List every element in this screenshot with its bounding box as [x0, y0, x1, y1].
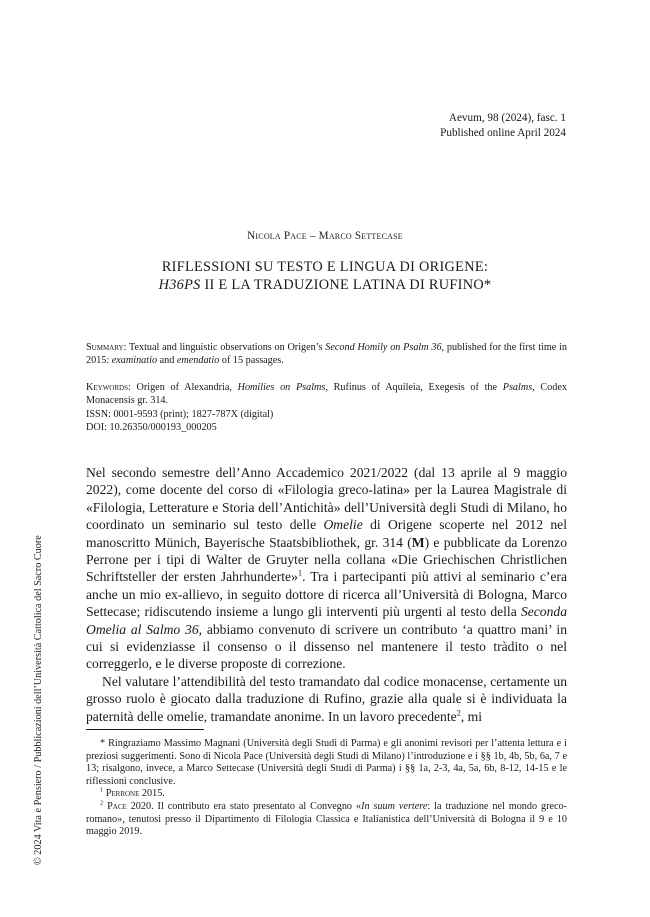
body-span: Nel valutare l’attendibilità del testo tramandato dal codice monacense, certamente un grosso ruolo è giocato dalla traduzione di Rufino, grazie alla quale si è individuata la paternità delle omelie, tramandate anonime. In un lavoro precedente: [86, 673, 567, 724]
footnote-text: 2015.: [139, 788, 165, 800]
keywords-text: , Rufinus of Aquileia, Exegesis of the: [325, 382, 503, 393]
paragraph-2: [86, 673, 567, 725]
body-italic: Seconda Omelia al Salmo 36: [86, 604, 567, 637]
title-line-1: RIFLESSIONI SU TESTO E LINGUA DI ORIGENE:: [161, 259, 489, 275]
summary-text: Textual and linguistic observations on Origen’s: [126, 342, 326, 353]
title-line-2-text: II E LA TRADUZIONE LATINA DI RUFINO*: [200, 277, 492, 293]
footnote-ref-2[interactable]: 2: [456, 707, 461, 718]
footnote-italic: In suum vertere: [361, 800, 428, 812]
summary-text: and: [157, 355, 177, 366]
keywords-text: Origen of Alexandria,: [130, 382, 238, 393]
footnote-1: [86, 788, 567, 801]
title-line-2: [0, 276, 650, 294]
issn: ISSN: 0001-9593 (print); 1827-787X (digital): [86, 409, 274, 420]
summary-italic: emendatio: [176, 355, 220, 366]
footnote-number: 2: [100, 799, 104, 807]
keywords: [86, 381, 567, 407]
body-span: Nel secondo semestre dell’Anno Accademico 2021/2022 (dal 13 aprile al 9 maggio 2022), come docente del corso di «Filologia greco-latina» per la Laurea Magistrale di «Filologia, Letterature e Storia dell’Antichità» dell’Università degli Studi di Milano, ho coordinato un seminario sul testo delle: [86, 465, 567, 533]
body-span: , mi: [460, 708, 483, 724]
doi: DOI: 10.26350/000193_000205: [86, 422, 217, 433]
footnote-2: [86, 801, 567, 839]
body-span: ) e pubblicate da Lorenzo Perrone per i tipi di Walter de Gruyter nella collana «Die Griechischen Christlichen Schriftsteller der ersten Jahrhunderte»: [86, 534, 567, 585]
keywords-label: Keywords:: [86, 382, 131, 393]
body-text: [86, 464, 567, 725]
body-span: . Tra i partecipanti più attivi al seminario c’era anche un mio ex-allievo, in seguito dottore di ricerca all’Università di Bologna, Marco Settecase; ridiscutendo insieme a lungo gli interventi più urgenti al testo della: [86, 569, 567, 620]
summary-label: Summary:: [86, 342, 127, 353]
copyright-side-note: © 2024 Vita e Pensiero / Pubblicazioni dell’Università Cattolica del Sacro Cuore: [33, 535, 44, 865]
body-span: di Origene scoperte nel 2012 nel manoscritto Münich, Bayerische Staatsbibliothek, gr. 314 (: [86, 517, 567, 550]
summary: [86, 341, 567, 367]
journal-citation: Aevum, 98 (2024), fasc. 1: [448, 112, 566, 124]
summary-text: , published for the first time in 2015:: [86, 342, 567, 366]
paragraph-1: [86, 464, 567, 673]
body-italic: Omelie: [323, 517, 363, 533]
body-span: , abbiamo convenuto di scrivere un contributo ‘a quattro mani’ in cui si evidenziasse il consenso o il dissenso nel mantenere il testo tràdito o nel correggerlo, e le diverse proposte di correzione.: [86, 621, 567, 672]
article-title: [0, 258, 650, 294]
footnote-text: 2020. Il contributo era stato presentato al Convegno «: [126, 800, 362, 812]
footnotes: [86, 738, 567, 839]
summary-italic: examinatio: [111, 355, 158, 366]
footnote-number: 1: [100, 786, 104, 794]
summary-italic: Second Homily on Psalm 36: [325, 342, 442, 353]
footnote-rule: [86, 729, 204, 730]
footnote-author: Perrone: [105, 788, 140, 800]
title-siglum: H36PS: [158, 277, 201, 293]
journal-header: [440, 111, 566, 141]
keywords-italic: Homilies on Psalms: [237, 382, 326, 393]
footnote-star: * Ringraziamo Massimo Magnani (Università degli Studi di Parma) e gli anonimi revisori per l’attenta lettura e i preziosi suggerimenti. Sono di Nicola Pace (Università degli Studi di Milano) l’introduzione e i §§ 1b, 4b, 5b, 6a, 7 e 13; risalgono, invece, a Marco Settecase (Università degli Studi di Parma) i §§ 1a, 2-3, 4a, 5a, 6b, 8-12, 14-15 e le riflessioni conclusive.: [86, 738, 567, 787]
footnote-author: Pace: [107, 800, 127, 812]
summary-text: of 15 passages.: [219, 355, 284, 366]
keywords-italic: Psalms: [502, 382, 533, 393]
manuscript-siglum: M: [411, 534, 425, 550]
keywords-text: , Codex Monacensis gr. 314.: [86, 382, 567, 406]
footnote-text: : la traduzione nel mondo greco-romano», tenutosi presso il Dipartimento di Filologia Classica e Italianistica dell’Università di Bologna il 9 e 10 maggio 2019.: [86, 800, 568, 838]
footnote-ref-1[interactable]: 1: [297, 567, 303, 578]
publication-date: Published online April 2024: [440, 127, 566, 139]
author-names: Nicola Pace – Marco Settecase: [247, 230, 403, 242]
